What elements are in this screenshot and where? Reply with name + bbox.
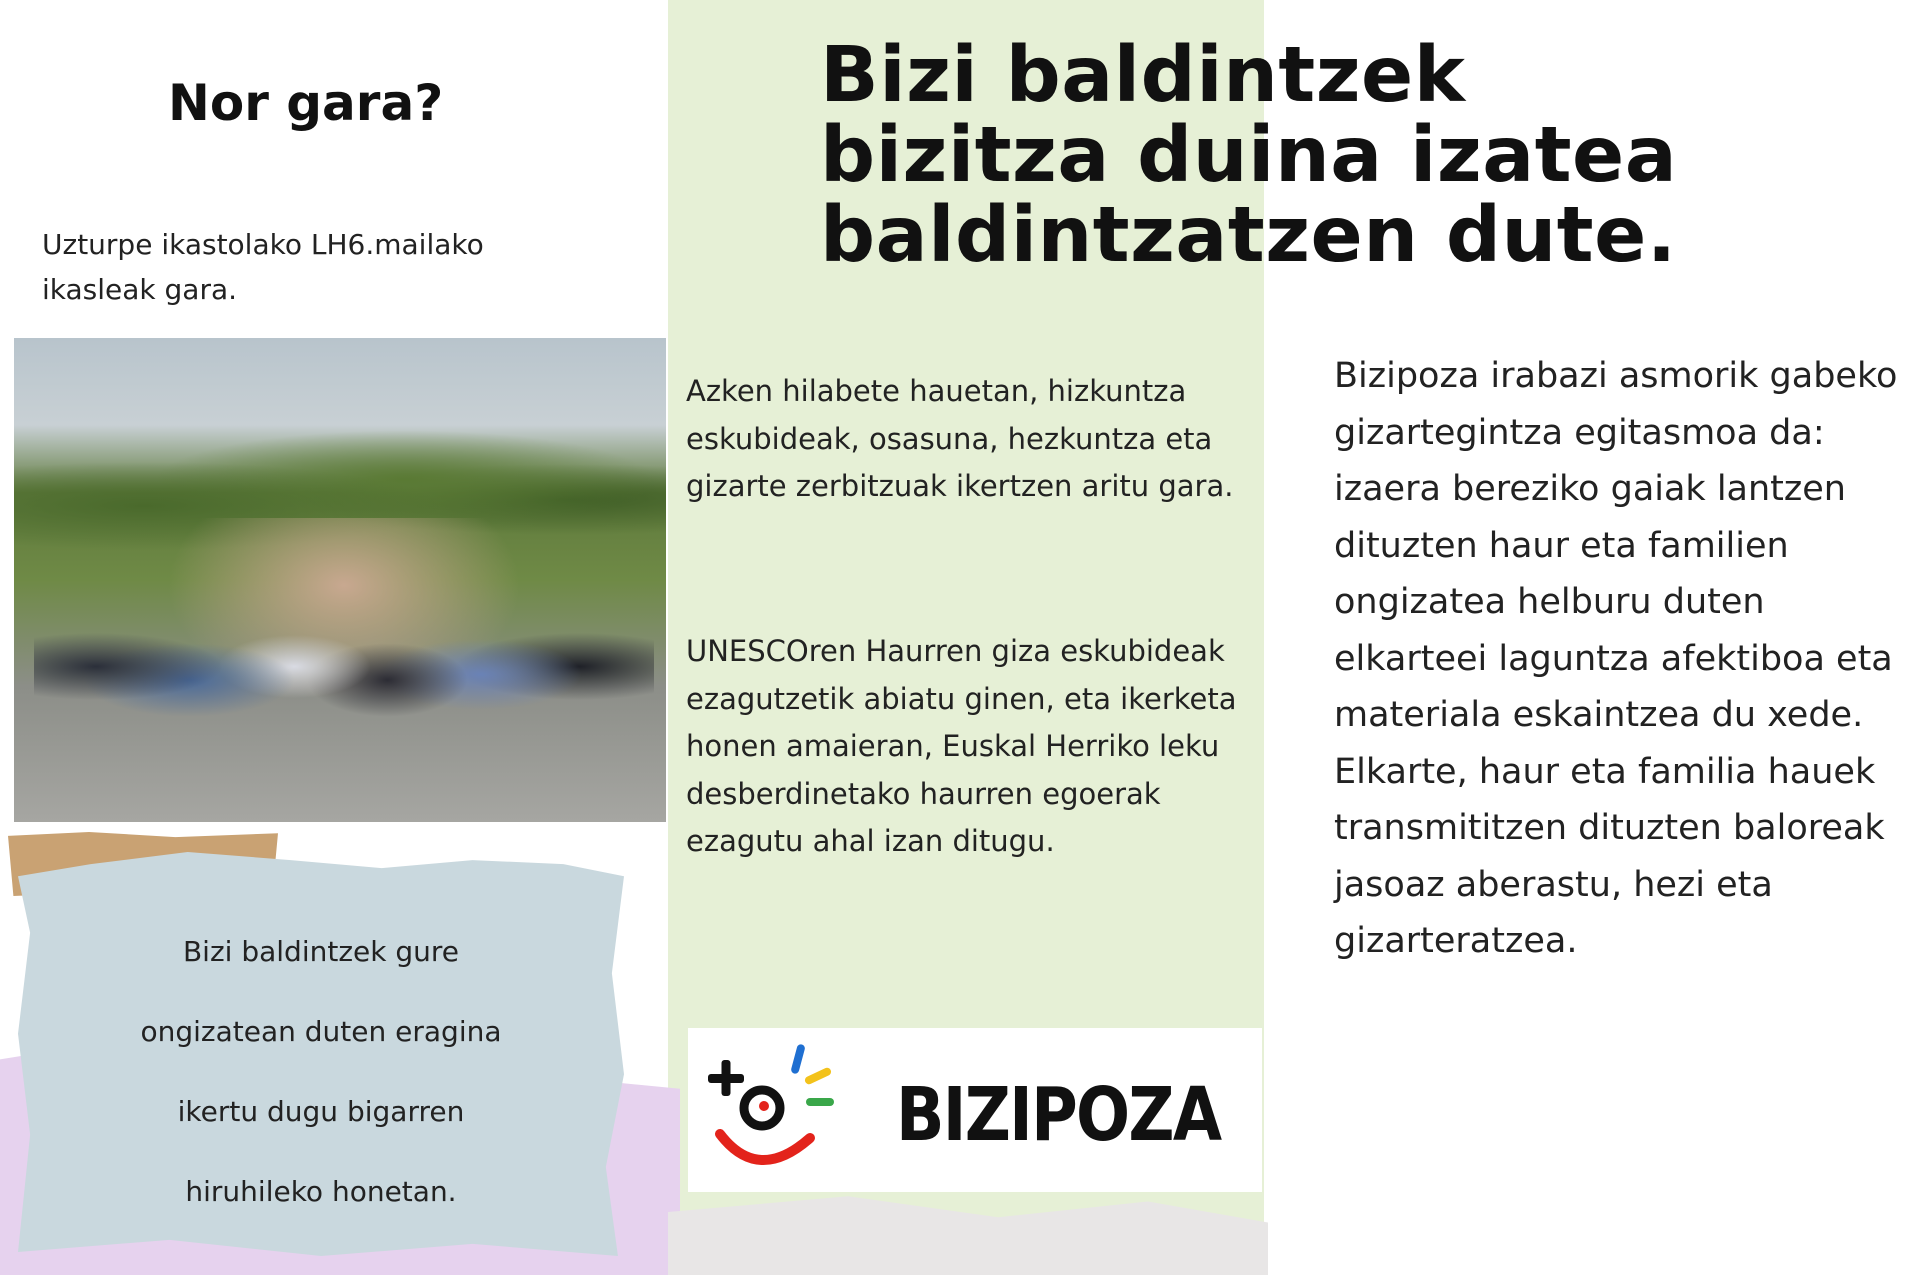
title-line: bizitza duina izatea [820,111,1678,200]
main-title [820,31,1900,280]
bizipoza-smiley-icon [698,1034,838,1182]
group-photo [14,338,666,822]
intro-line: Uzturpe ikastolako LH6.mailako [42,228,484,261]
photo-students [34,518,654,788]
intro-text [42,222,562,312]
logo-wordmark: BIZIPOZA [896,1072,1221,1158]
middle-paragraph-2: UNESCOren Haurren giza eskubideak ezagutzetik abiatu ginen, eta ikerketa honen amaieran, Euskal Herriko leku desberdinetako haurren egoerak ezagutu ahal izan ditugu. [686,634,1237,858]
note-line: hiruhileko honetan. [185,1175,457,1208]
right-paragraph: Bizipoza irabazi asmorik gabeko gizartegintza egitasmoa da: izaera bereziko gaiak lantzen dituzten haur eta familien ongizatea helburu duten elkarteei laguntza afektiboa eta materiala eskaintzea du xede. Elkarte, haur eta familia hauek transmititzen dituzten baloreak jasoaz aberastu, hezi eta gizarteratzea. [1334,356,1898,961]
title-line: baldintzatzen dute. [820,191,1677,280]
bizipoza-logo [688,1028,1262,1192]
note-line: ongizatean duten eragina [140,1015,502,1048]
note-line: ikertu dugu bigarren [177,1095,465,1128]
title-line: Bizi baldintzek [820,31,1466,120]
section-heading: Nor gara? [168,74,444,132]
intro-line: ikasleak gara. [42,273,238,306]
note-text [18,912,624,1232]
middle-paragraph-1: Azken hilabete hauetan, hizkuntza eskubideak, osasuna, hezkuntza eta gizarte zerbitzuak ikertzen aritu gara. [686,374,1234,503]
note-line: Bizi baldintzek gure [182,935,460,968]
